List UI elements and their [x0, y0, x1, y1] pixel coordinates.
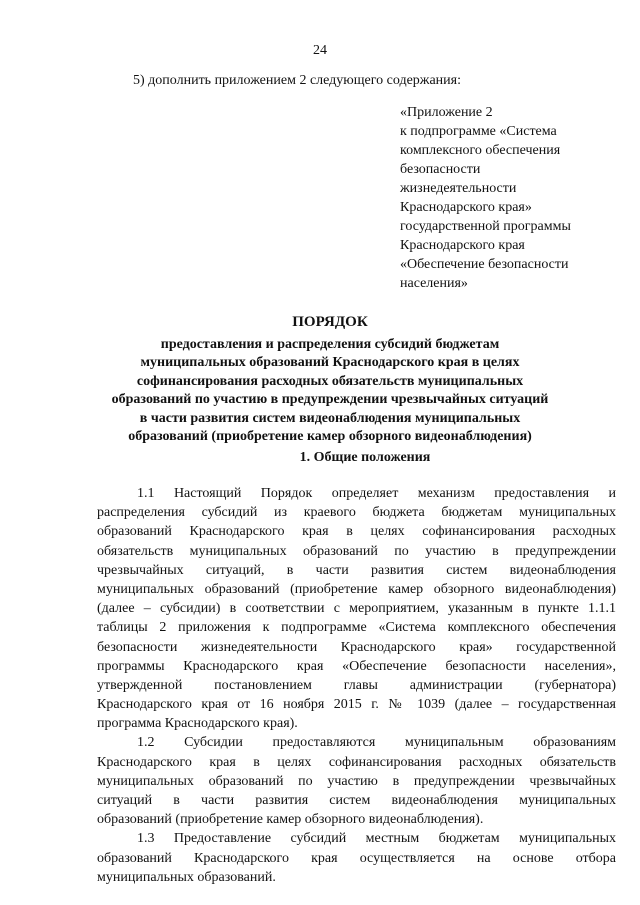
- appendix-line: безопасности: [400, 162, 481, 177]
- body-line: муниципальных образований.: [97, 869, 276, 885]
- appendix-line: к подпрограмме «Система: [400, 124, 557, 139]
- title-line: софинансирования расходных обязательств муниципальных: [136, 373, 524, 389]
- body-line: утвержденной постановлением главы администрации (губернатора): [97, 677, 616, 693]
- appendix-line: Краснодарского края»: [400, 200, 532, 215]
- body-line: образований Краснодарского края осуществляется на основе отбора: [97, 850, 616, 866]
- body-line: программы Краснодарского края «Обеспечение безопасности населения»,: [97, 658, 616, 674]
- body-line: ситуаций в части развития систем видеонаблюдения муниципальных: [97, 793, 616, 808]
- body-line: программа Краснодарского края).: [97, 716, 298, 732]
- title-line: в части развития систем видеонаблюдения муниципальных: [139, 410, 521, 426]
- section-heading: 1. Общие положения: [299, 450, 431, 465]
- title-line: предоставления и распределения субсидий бюджетам: [160, 336, 500, 352]
- body-line: муниципальных образований по участию в предупреждении чрезвычайных: [97, 773, 616, 789]
- body-line: (далее – субсидии) в соответствии с мероприятием, указанным в пункте 1.1.1: [97, 601, 616, 617]
- body-text: [97, 484, 616, 887]
- title-line: муниципальных образований Краснодарского края в целях: [140, 355, 520, 370]
- appendix-line: жизнедеятельности: [400, 181, 517, 196]
- body-line: безопасности жизнедеятельности Краснодарского края» государственной: [97, 639, 616, 655]
- body-line: обязательств муниципальных образований по участию в предупреждении: [97, 543, 616, 559]
- title-line: образований (приобретение камер обзорного видеонаблюдения): [128, 429, 532, 444]
- title-line: образований по участию в предупреждении чрезвычайных ситуаций: [111, 392, 549, 407]
- appendix-line: Краснодарского края: [400, 238, 525, 253]
- page-number: 24: [313, 43, 327, 58]
- body-line: 1.1 Настоящий Порядок определяет механизм предоставления и: [137, 486, 616, 501]
- body-line: распределения субсидий из краевого бюджета бюджетам муниципальных: [97, 505, 616, 521]
- document-title: [95, 313, 565, 447]
- body-line: 1.3 Предоставление субсидий местным бюджетам муниципальных: [137, 831, 616, 847]
- title-main: ПОРЯДОК: [292, 314, 368, 330]
- appendix-line: «Приложение 2: [400, 105, 493, 120]
- body-line: таблицы 2 приложения к подпрограмме «Система комплексного обеспечения: [97, 620, 616, 636]
- body-line: 1.2 Субсидии предоставляются муниципальным образованиям: [137, 735, 616, 751]
- appendix-line: комплексного обеспечения: [400, 143, 561, 158]
- appendix-heading: [400, 103, 620, 293]
- body-line: Краснодарского края в целях софинансирования расходных обязательств: [97, 754, 616, 770]
- appendix-line: населения»: [400, 276, 468, 291]
- body-line: образований Краснодарского края в целях софинансирования расходных: [97, 524, 616, 540]
- intro-line: 5) дополнить приложением 2 следующего содержания:: [133, 73, 461, 88]
- body-line: Краснодарского края от 16 ноября 2015 г. № 1039 (далее – государственная: [97, 697, 616, 713]
- appendix-line: «Обеспечение безопасности: [400, 257, 569, 272]
- body-line: образований (приобретение камер обзорного видеонаблюдения).: [97, 812, 484, 828]
- body-line: чрезвычайных ситуаций, в части развития систем видеонаблюдения: [97, 562, 616, 578]
- appendix-line: государственной программы: [400, 219, 571, 234]
- body-line: муниципальных образований (приобретение камер обзорного видеонаблюдения): [97, 581, 616, 597]
